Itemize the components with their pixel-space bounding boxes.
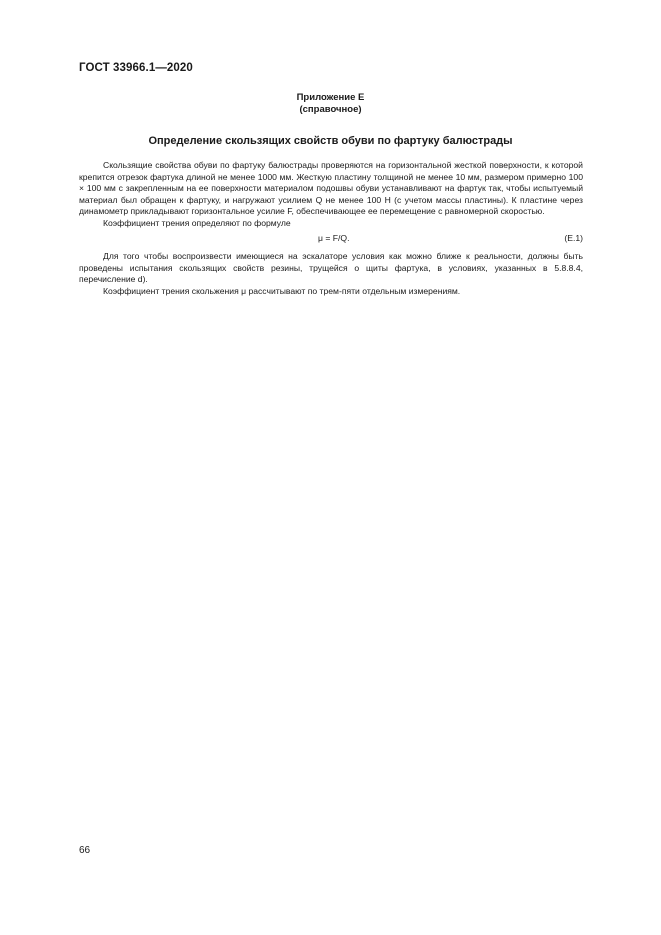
annex-title: Определение скользящих свойств обуви по фартуку балюстрады xyxy=(148,135,513,147)
paragraph-2: Коэффициент трения определяют по формуле xyxy=(103,217,291,228)
paragraph-1: Скользящие свойства обуви по фартуку балюстрады проверяются на горизонтальной жесткой поверхности, к которой крепится отрезок фартука длиной не менее 1000 мм. Жесткую пластину толщиной не менее 10 мм, размером примерно 100 × 100 мм с закрепленным на ее поверхности материалом подошвы обуви устанавливают на фартук так, чтобы испытуемый материал был обращен к фартуку, и нагружают усилием Q не менее 100 Н (с учетом массы пластины). К пластине через динамометр прикладывают горизонтальное усилие F, обеспечивающее ее перемещение с равномерной скоростью. xyxy=(79,160,583,216)
page-number: 66 xyxy=(79,845,91,856)
paragraph-3: Для того чтобы воспроизвести имеющиеся на эскалаторе условия как можно ближе к реальности, должны быть проведены испытания скользящих свойств резины, трущейся о щиты фартука, в условиях, указанных в 5.8.8.4, перечисление d). xyxy=(79,251,583,284)
annex-label: Приложение Е xyxy=(296,92,365,103)
formula-number: (Е.1) xyxy=(564,233,583,243)
paragraph-4: Коэффициент трения скольжения μ рассчитывают по трем-пяти отдельным измерениям. xyxy=(103,285,461,296)
standard-code: ГОСТ 33966.1—2020 xyxy=(79,62,193,74)
body-text xyxy=(79,160,583,297)
formula-row xyxy=(79,229,583,251)
annex-status: (справочное) xyxy=(299,104,362,115)
formula: μ = F/Q. xyxy=(318,233,350,243)
annex-heading xyxy=(79,92,582,116)
